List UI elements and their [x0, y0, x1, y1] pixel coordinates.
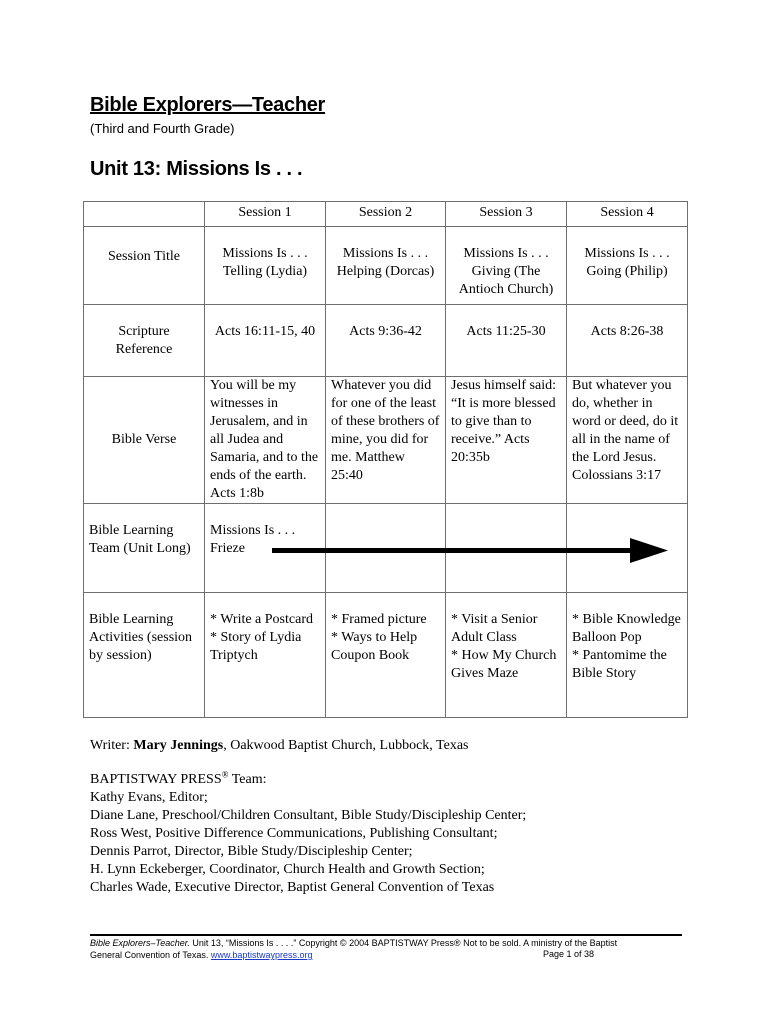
team-heading-name: BAPTISTWAY PRESS — [90, 772, 222, 787]
table-cell — [326, 593, 446, 718]
row-label: Bible Verse — [84, 377, 205, 504]
team-member: Dennis Parrot, Director, Bible Study/Discipleship Center; — [90, 844, 413, 859]
footer-book-title: Bible Explorers–Teacher. — [90, 938, 190, 948]
session-header: Session 4 — [567, 202, 688, 227]
activity-item: * Pantomime the Bible Story — [572, 648, 667, 681]
table-cell: Acts 11:25-30 — [446, 305, 567, 377]
registered-mark: ® — [221, 769, 229, 780]
team-credits — [90, 771, 526, 897]
session-header: Session 3 — [446, 202, 567, 227]
team-member: Charles Wade, Executive Director, Baptist General Convention of Texas — [90, 880, 495, 895]
table-cell — [446, 593, 567, 718]
row-label: Bible Learning Activities (session by session) — [84, 593, 205, 718]
activity-item: * Visit a Senior Adult Class — [451, 612, 538, 645]
activity-item: * How My Church Gives Maze — [451, 648, 557, 681]
footer-copyright — [90, 937, 690, 961]
team-member: Diane Lane, Preschool/Children Consultant, Bible Study/Discipleship Center; — [90, 808, 527, 823]
team-heading-rest: Team: — [228, 772, 267, 787]
footer-line-1 — [90, 937, 690, 949]
session-header: Session 1 — [205, 202, 326, 227]
footer-publisher: General Convention of Texas. — [90, 950, 211, 960]
activity-item: * Bible Knowledge Balloon Pop — [572, 612, 681, 645]
table-cell: Acts 16:11-15, 40 — [205, 305, 326, 377]
table-row-activities — [84, 593, 688, 718]
page-number: Page 1 of 38 — [543, 949, 595, 959]
team-heading — [90, 771, 526, 789]
table-corner-cell — [84, 202, 205, 227]
table-cell — [567, 593, 688, 718]
footer-divider — [90, 934, 682, 936]
team-member: Kathy Evans, Editor; — [90, 790, 208, 805]
table-cell: Whatever you did for one of the least of these brothers of mine, you did for me. Matthew 25:40 — [326, 377, 446, 504]
table-header-row — [84, 202, 688, 227]
table-cell: But whatever you do, whether in word or deed, do it all in the name of the Lord Jesus. Colossians 3:17 — [567, 377, 688, 504]
table-cell: Missions Is . . . Going (Philip) — [567, 227, 688, 305]
table-row-session-title — [84, 227, 688, 305]
row-label: Bible Learning Team (Unit Long) — [84, 504, 205, 593]
activity-item: * Write a Postcard — [210, 612, 313, 627]
footer-copyright-text: Unit 13, “Missions Is . . . .” Copyright © 2004 BAPTISTWAY Press® Not to be sold. A ministry of the Baptist — [189, 938, 618, 948]
activity-item: * Framed picture — [331, 612, 427, 627]
writer-credit — [90, 738, 469, 754]
team-member: Ross West, Positive Difference Communications, Publishing Consultant; — [90, 826, 498, 841]
website-link[interactable]: www.baptistwaypress.org — [210, 950, 313, 960]
writer-prefix: Writer: — [90, 738, 134, 753]
arrow-right-icon — [272, 536, 672, 566]
team-member: H. Lynn Eckeberger, Coordinator, Church Health and Growth Section; — [90, 862, 485, 877]
table-cell: Missions Is . . . Helping (Dorcas) — [326, 227, 446, 305]
table-cell: Jesus himself said: “It is more blessed to give than to receive.” Acts 20:35b — [446, 377, 567, 504]
session-header: Session 2 — [326, 202, 446, 227]
footer-line-2 — [90, 949, 690, 961]
table-cell — [205, 593, 326, 718]
table-cell: Acts 8:26-38 — [567, 305, 688, 377]
table-cell: Missions Is . . . Frieze — [205, 504, 326, 593]
table-cell: Acts 9:36-42 — [326, 305, 446, 377]
table-cell: Missions Is . . . Giving (The Antioch Church) — [446, 227, 567, 305]
unit-schedule-table — [83, 201, 688, 718]
table-row-bible-verse — [84, 377, 688, 504]
document-subtitle: (Third and Fourth Grade) — [90, 121, 235, 136]
writer-affiliation: , Oakwood Baptist Church, Lubbock, Texas — [223, 738, 469, 753]
activity-item: * Ways to Help Coupon Book — [331, 630, 418, 663]
document-title: Bible Explorers—Teacher — [90, 94, 326, 116]
row-label: Scripture Reference — [84, 305, 205, 377]
activity-item: * Story of Lydia Triptych — [210, 630, 302, 663]
table-cell: You will be my witnesses in Jerusalem, and in all Judea and Samaria, and to the ends of the earth. Acts 1:8b — [205, 377, 326, 504]
table-cell: Missions Is . . . Telling (Lydia) — [205, 227, 326, 305]
row-label: Session Title — [84, 227, 205, 305]
table-row-scripture — [84, 305, 688, 377]
writer-name: Mary Jennings — [133, 738, 224, 753]
unit-title: Unit 13: Missions Is . . . — [90, 158, 303, 180]
